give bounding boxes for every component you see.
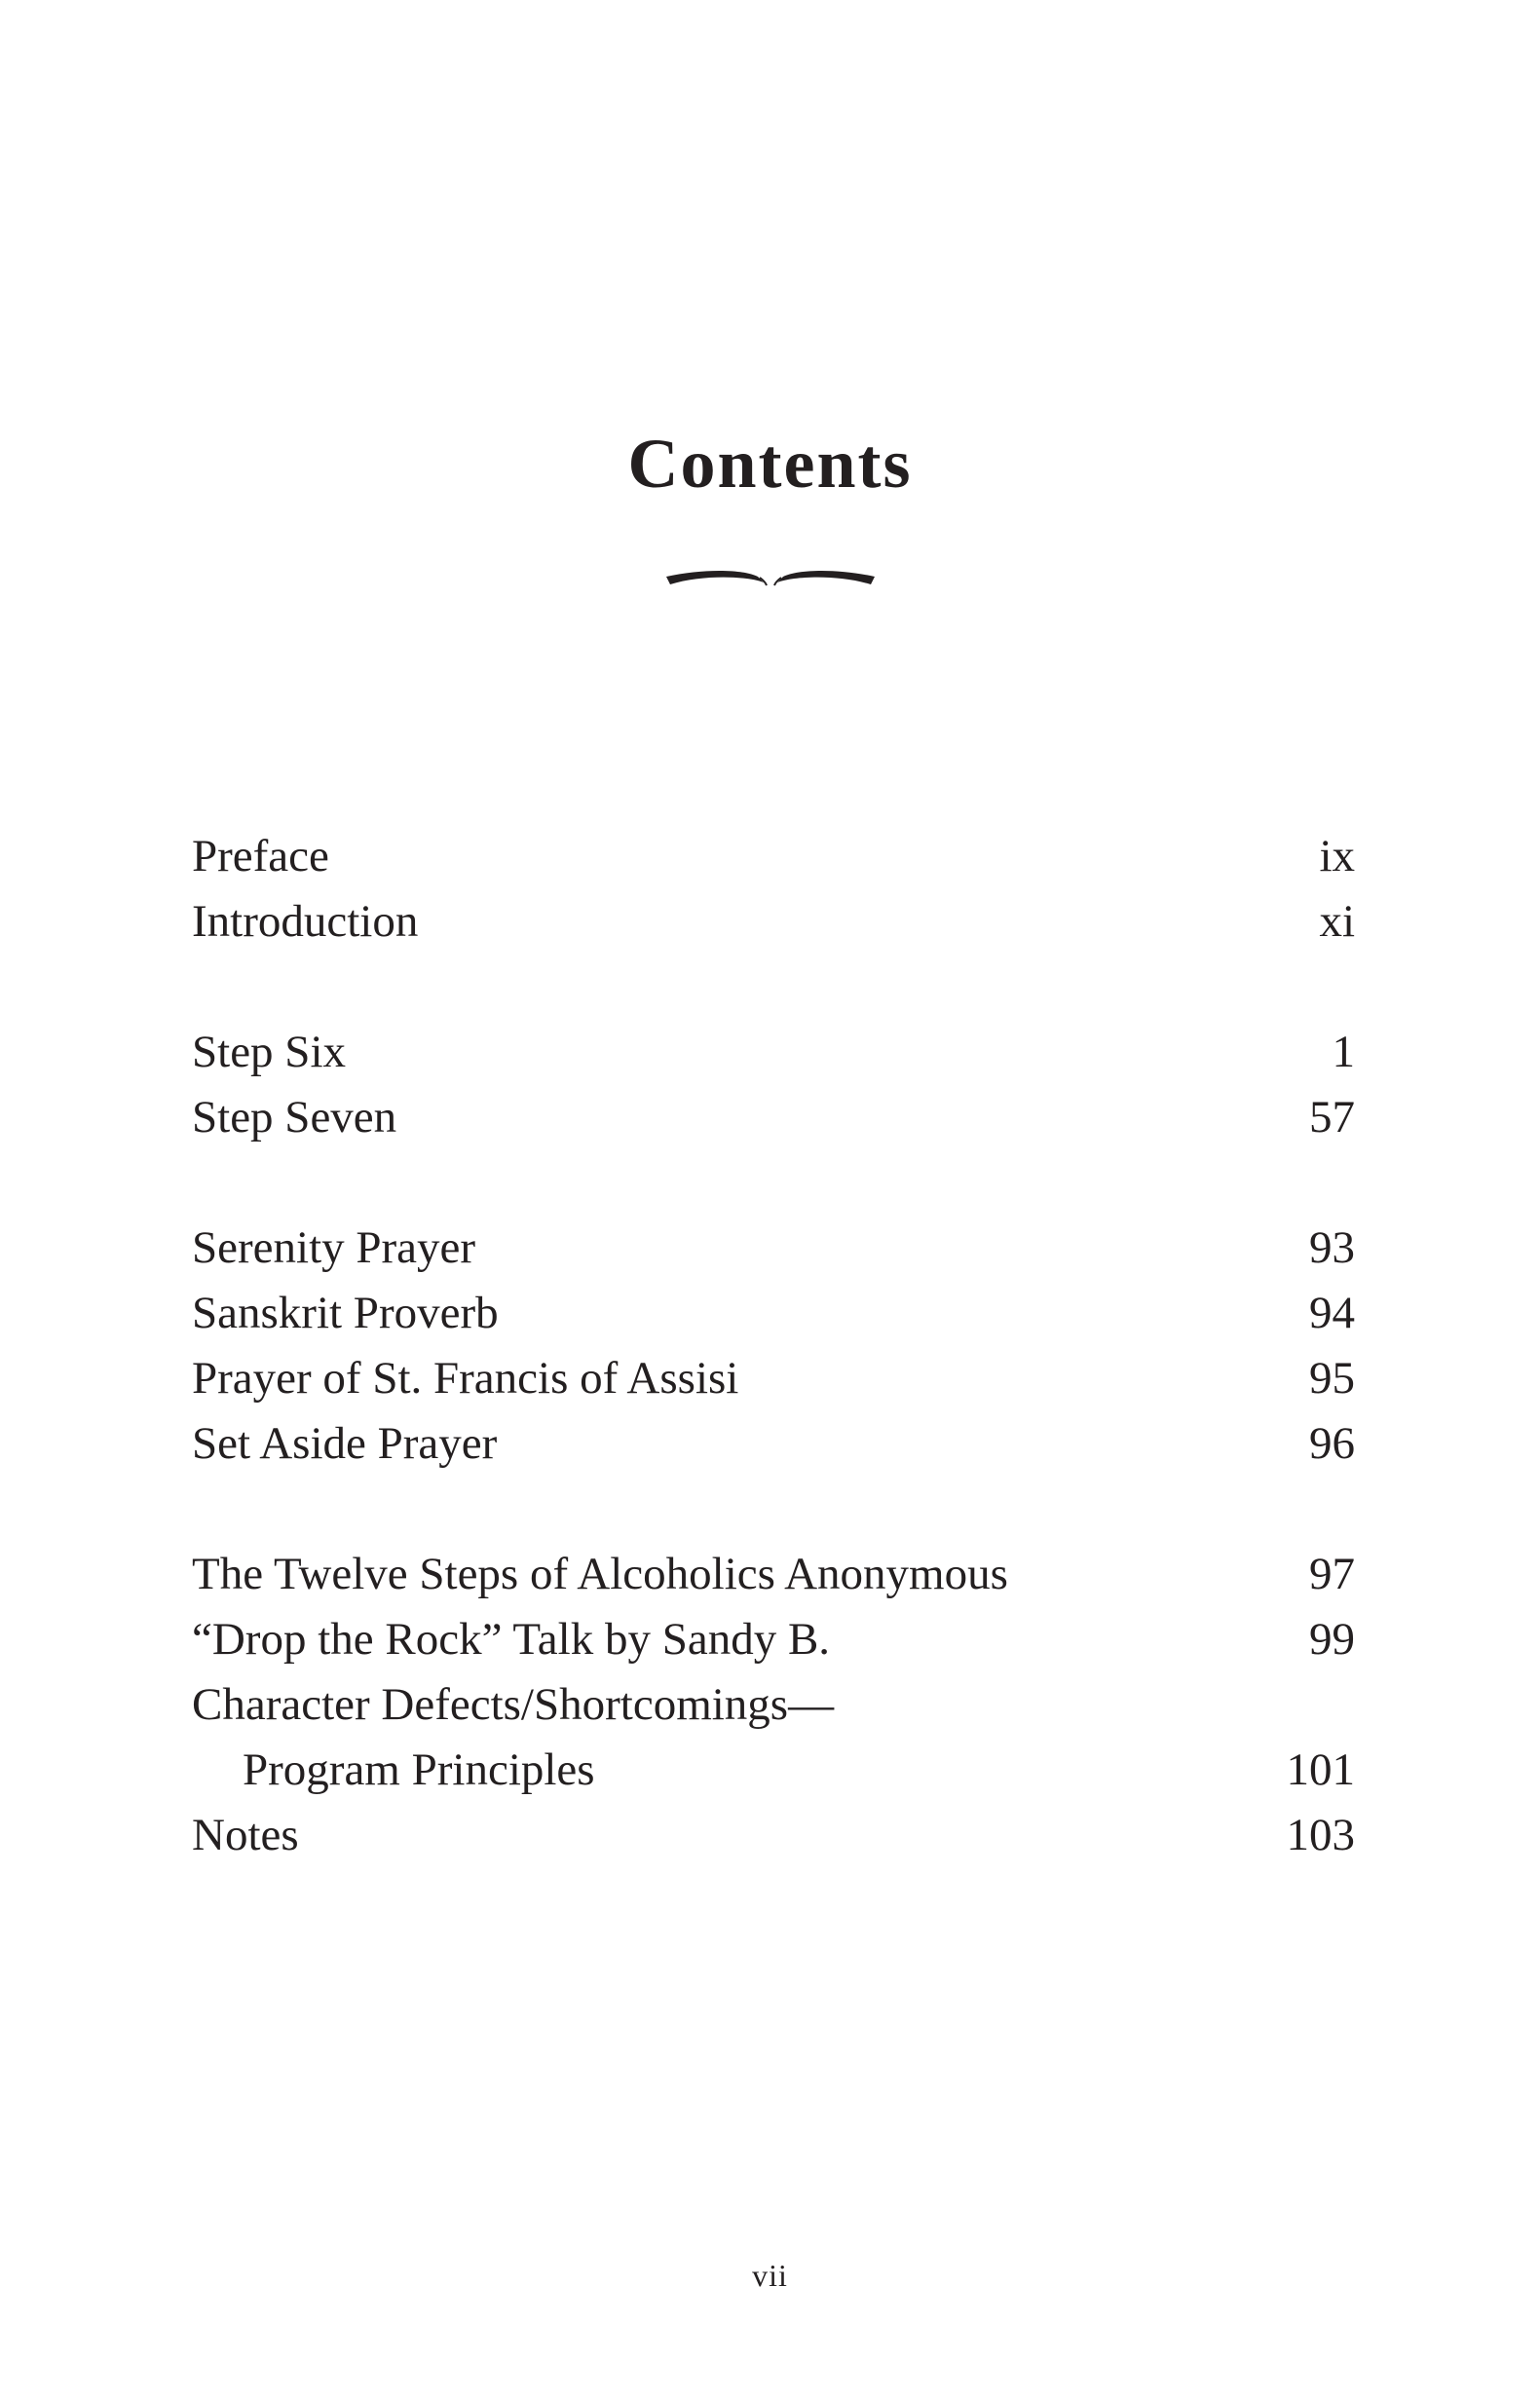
toc-entry-page: 94 [1309,1288,1355,1338]
toc-entry [192,1672,1355,1738]
table-of-contents [192,824,1355,1933]
toc-entry [192,1281,1355,1346]
page-title: Contents [627,425,913,504]
toc-group-prayers [192,1216,1355,1477]
toc-entry-page: 95 [1309,1353,1355,1404]
flourish-divider-icon [662,563,879,598]
toc-entry-page: xi [1319,896,1355,947]
toc-entry-page: 99 [1309,1614,1355,1665]
toc-entry-page: ix [1319,831,1355,881]
toc-group-steps [192,1020,1355,1150]
toc-entry-title: The Twelve Steps of Alcoholics Anonymous [192,1549,1008,1599]
toc-entry [192,1216,1355,1281]
toc-entry-title: Introduction [192,896,419,947]
toc-group-back-matter [192,1542,1355,1868]
toc-entry [192,1411,1355,1477]
toc-entry-title: Character Defects/Shortcomings— [192,1679,835,1730]
toc-entry-title: Serenity Prayer [192,1222,476,1273]
page-number: vii [752,2258,788,2293]
toc-entry-title: Prayer of St. Francis of Assisi [192,1353,739,1404]
toc-entry-page: 103 [1286,1810,1355,1860]
toc-entry-page: 93 [1309,1222,1355,1273]
toc-entry [192,1738,1355,1803]
toc-entry-page: 97 [1309,1549,1355,1599]
toc-entry-title: Step Seven [192,1092,397,1143]
toc-entry-title: Notes [192,1810,299,1860]
toc-entry [192,1020,1355,1085]
toc-entry-page: 96 [1309,1418,1355,1469]
toc-entry-page: 101 [1286,1744,1355,1795]
toc-entry-title: Set Aside Prayer [192,1418,498,1469]
toc-entry-title: Program Principles [243,1744,595,1795]
toc-group-front-matter [192,824,1355,955]
toc-entry [192,824,1355,889]
toc-entry [192,1803,1355,1868]
toc-entry-page: 1 [1332,1027,1355,1077]
toc-entry [192,889,1355,955]
toc-entry [192,1346,1355,1411]
toc-entry-title: Step Six [192,1027,347,1077]
toc-entry [192,1085,1355,1150]
toc-entry-title: Preface [192,831,329,881]
toc-entry [192,1542,1355,1607]
toc-entry-page: 57 [1309,1092,1355,1143]
toc-entry [192,1607,1355,1672]
toc-entry-title: “Drop the Rock” Talk by Sandy B. [192,1614,831,1665]
toc-entry-title: Sanskrit Proverb [192,1288,499,1338]
